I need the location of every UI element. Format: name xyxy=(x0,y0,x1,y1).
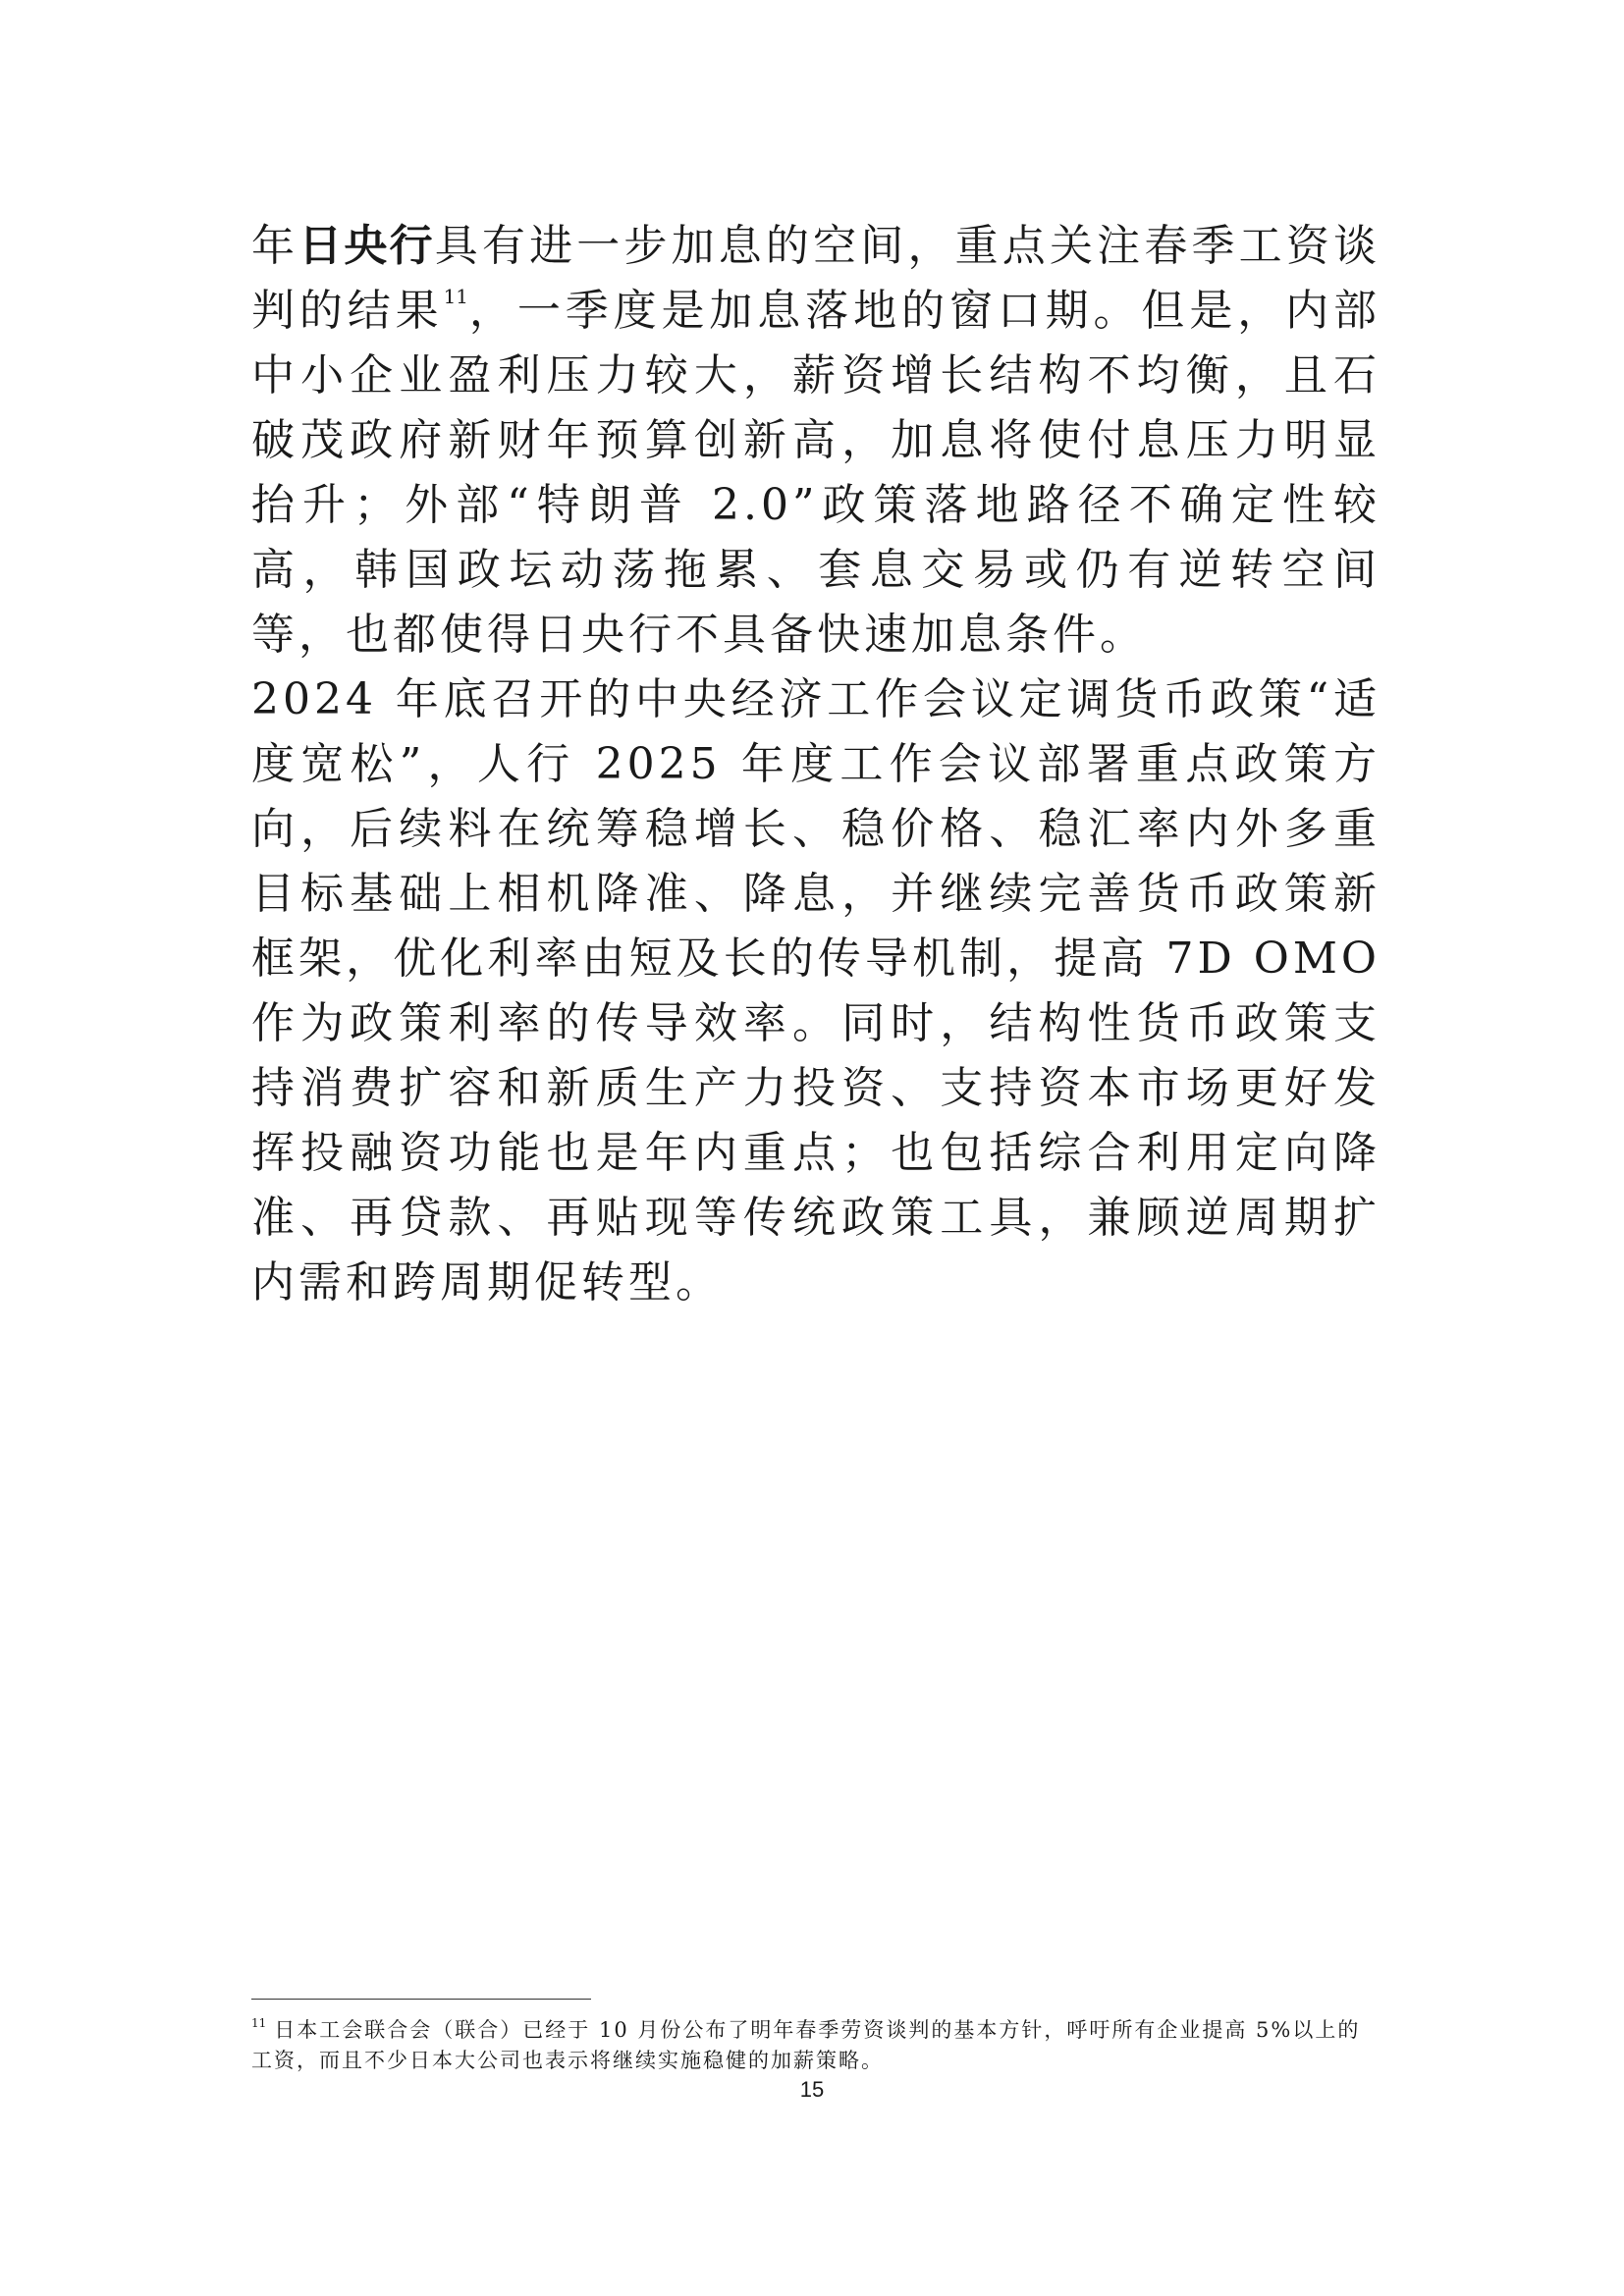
footnote-reference: 11 xyxy=(443,285,469,308)
footnote xyxy=(251,2015,1382,2076)
footnote-text: 日本工会联合会（联合）已经于 10 月份公布了明年春季劳资谈判的基本方针，呼吁所有企业提高 5%以上的工资，而且不少日本大公司也表示将继续实施稳健的加薪策略。 xyxy=(251,2018,1361,2072)
footnote-marker: 11 xyxy=(251,2016,267,2030)
footnote-separator xyxy=(251,1999,591,2000)
body-text xyxy=(251,214,1380,1315)
paragraph-1 xyxy=(251,214,1380,667)
bold-term-boj: 日央行 xyxy=(298,221,435,271)
page-number: 15 xyxy=(799,2077,825,2102)
paragraph-1-text: 具有进一步加息的空间，重点关注春季工资谈判的结果 xyxy=(251,221,1381,336)
paragraph-2: 2024 年底召开的中央经济工作会议定调货币政策“适度宽松”，人行 2025 年度工作会议部署重点政策方向，后续料在统筹稳增长、稳价格、稳汇率内外多重目标基础上相机降准、降息，并继续完善货币政策新框架，优化利率由短及长的传导机制，提高 7D OMO 作为政策利率的传导效率。同时，结构性货币政策支持消费扩容和新质生产力投资、支持资本市场更好发挥投融资功能也是年内重点；也包括综合利用定向降准、再贷款、再贴现等传统政策工具，兼顾逆周期扩内需和跨周期促转型。 xyxy=(251,674,1380,1308)
paragraph-1-lead: 年 xyxy=(251,221,299,271)
paragraph-1-rest: ，一季度是加息落地的窗口期。但是，内部中小企业盈利压力较大，薪资增长结构不均衡，且石破茂政府新财年预算创新高，加息将使付息压力明显抬升；外部“特朗普 2.0”政策落地路径不确定性较高，韩国政坛动荡拖累、套息交易或仍有逆转空间等，也都使得日央行不具备快速加息条件。 xyxy=(251,286,1381,660)
